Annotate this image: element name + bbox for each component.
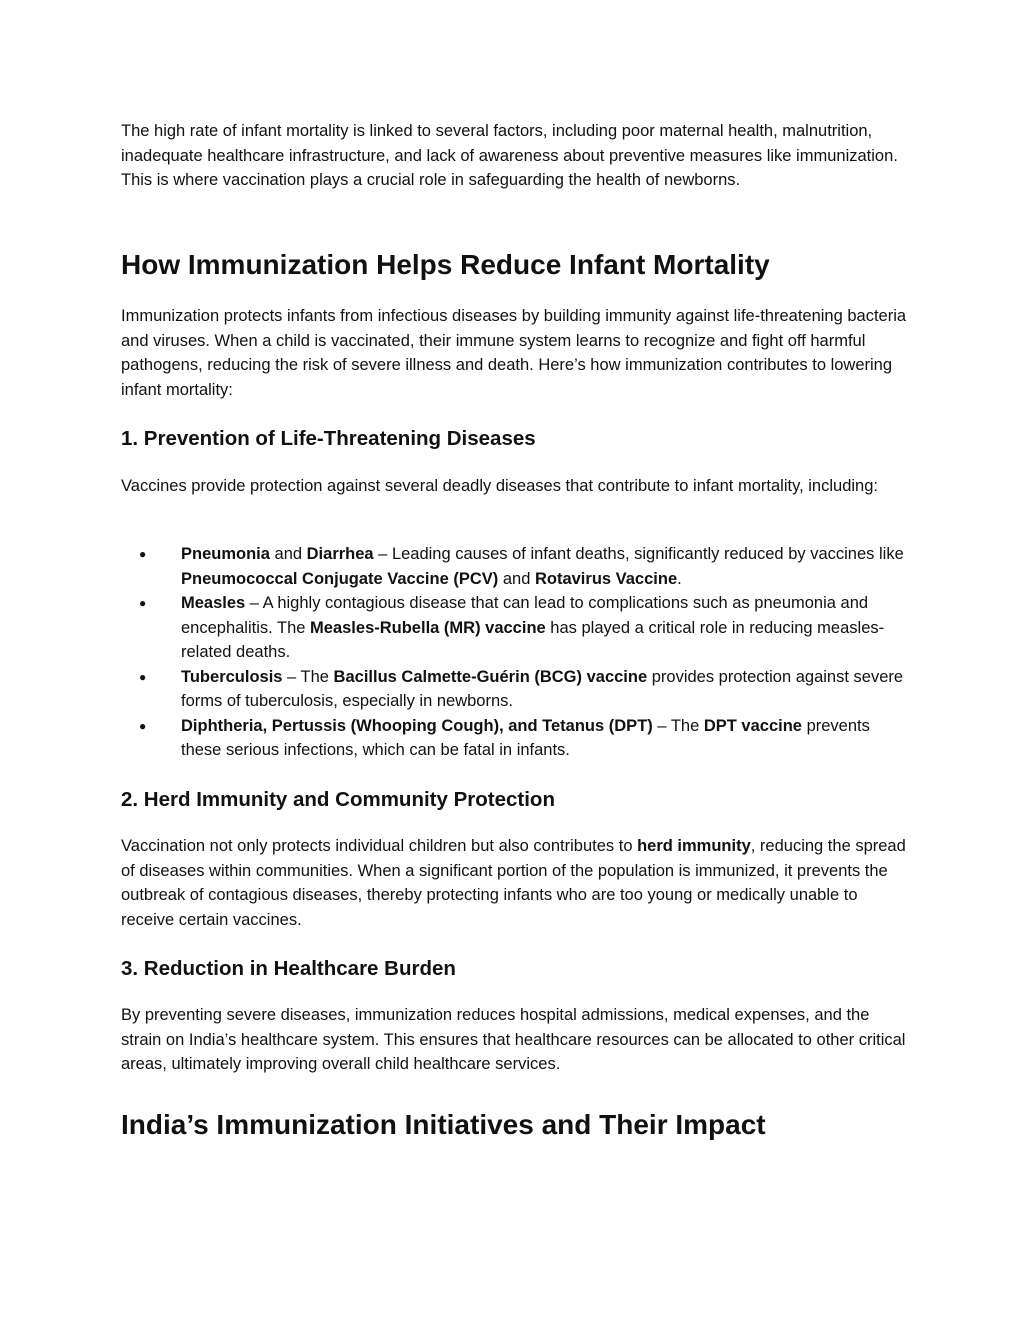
item-text: .: [677, 569, 682, 588]
bold-term: Measles-Rubella (MR) vaccine: [310, 618, 546, 637]
list-item: [121, 542, 911, 591]
section-heading-immunization-helps: How Immunization Helps Reduce Infant Mortality: [121, 249, 770, 280]
section-heading-india-initiatives: India’s Immunization Initiatives and Their Impact: [121, 1109, 766, 1140]
bold-term: Pneumonia: [181, 545, 270, 563]
item-text: – The: [652, 716, 704, 735]
sub2-paragraph: [121, 834, 911, 932]
intro-paragraph: The high rate of infant mortality is linked to several factors, including poor maternal health, malnutrition, inadequate healthcare infrastructure, and lack of awareness about preventive measures like immunization. This is where vaccination plays a crucial role in safeguarding the health of newborns.: [121, 122, 898, 189]
item-text: has played a critical role in reducing measles-related deaths.: [181, 618, 885, 661]
item-text: and: [498, 569, 535, 588]
item-text: – Leading causes of infant deaths, significantly reduced by vaccines like: [373, 545, 904, 563]
item-text: provides protection against severe forms of tuberculosis, especially in newborns.: [181, 667, 904, 710]
list-item: [121, 714, 911, 763]
disease-list: [121, 542, 911, 763]
bold-term: Bacillus Calmette-Guérin (BCG) vaccine: [333, 667, 648, 686]
item-text: prevents these serious infections, which can be fatal in infants.: [181, 716, 870, 759]
item-text: – The: [282, 667, 334, 686]
item-text: and: [269, 545, 307, 563]
bullet-icon: ●: [139, 669, 147, 684]
list-item: [121, 591, 911, 665]
subheading-prevention: 1. Prevention of Life-Threatening Diseases: [121, 427, 536, 450]
bullet-icon: ●: [139, 596, 147, 610]
bold-term: Diarrhea: [306, 545, 374, 563]
bold-term: Rotavirus Vaccine: [534, 569, 678, 588]
bold-term: Pneumococcal Conjugate Vaccine (PCV): [181, 569, 499, 588]
section1-paragraph: Immunization protects infants from infectious diseases by building immunity against life-threatening bacteria and viruses. When a child is vaccinated, their immune system learns to recognize and fight off harmful pathogens, reducing the risk of severe illness and death. Here’s how immunization contributes to lowering infant mortality:: [121, 307, 907, 399]
subheading-herd-immunity: 2. Herd Immunity and Community Protection: [121, 788, 555, 811]
paragraph-text: , reducing the spread of diseases within communities. When a significant portion of the population is immunized, it prevents the outbreak of contagious diseases, thereby protecting infants who are too young or medically unable to receive certain vaccines.: [121, 837, 906, 929]
bold-term: Diphtheria, Pertussis (Whooping Cough), and Tetanus (DPT): [181, 716, 653, 735]
list-item: [121, 665, 911, 714]
item-text: – A highly contagious disease that can lead to complications such as pneumonia and encephalitis. The: [181, 594, 869, 637]
bullet-icon: ●: [139, 718, 147, 733]
bold-term: herd immunity: [637, 837, 751, 855]
bold-term: Tuberculosis: [181, 667, 283, 686]
bold-term: DPT vaccine: [703, 716, 802, 735]
bold-term: Measles: [181, 594, 246, 612]
sub1-paragraph: Vaccines provide protection against several deadly diseases that contribute to infant mortality, including:: [121, 477, 878, 495]
subheading-healthcare-burden: 3. Reduction in Healthcare Burden: [121, 957, 456, 980]
bullet-icon: ●: [139, 547, 147, 561]
paragraph-text: Vaccination not only protects individual children but also contributes to: [121, 837, 638, 855]
sub3-paragraph: By preventing severe diseases, immunization reduces hospital admissions, medical expenses, and the strain on India’s healthcare system. This ensures that healthcare resources can be allocated to other critical areas, ultimately improving overall child healthcare services.: [121, 1006, 906, 1073]
